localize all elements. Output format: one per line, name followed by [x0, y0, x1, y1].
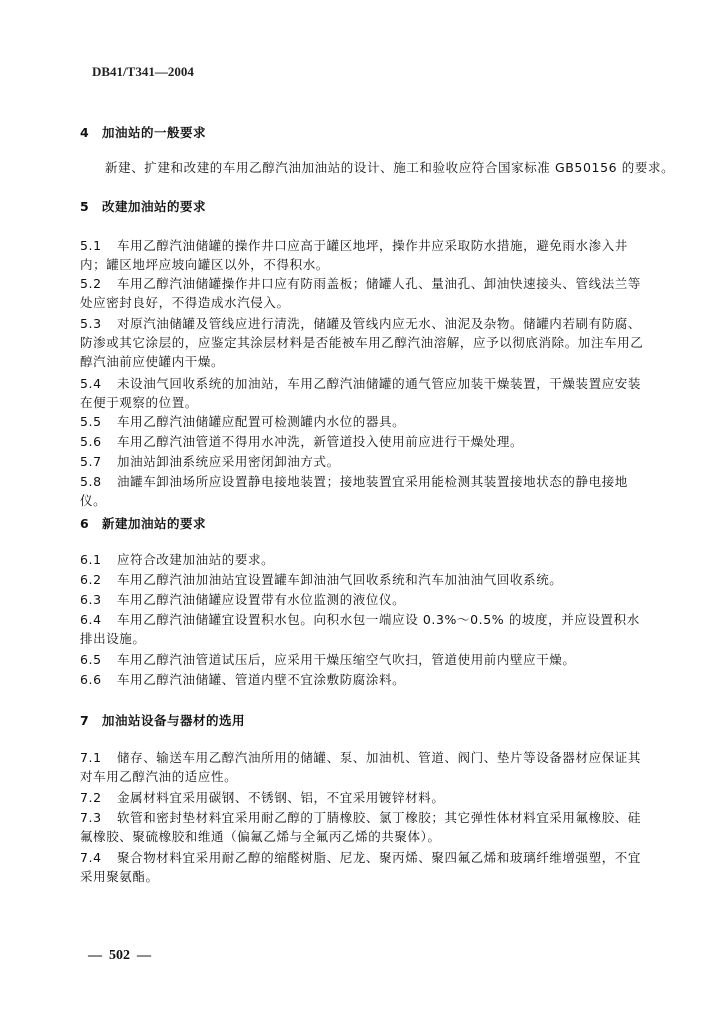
clause-text: 加油站卸油系统应采用密闭卸油方式。	[117, 454, 340, 469]
clause-6-6	[80, 670, 652, 689]
clause-text: 储存、输送车用乙醇汽油所用的储罐、泵、加油机、管道、阀门、垫片等设备器材应保证其对车用乙醇汽油的适应性。	[80, 750, 642, 784]
clause-text: 车用乙醇汽油储罐应设置带有水位监测的液位仪。	[117, 592, 406, 607]
section-4-body: 新建、扩建和改建的车用乙醇汽油加油站的设计、施工和验收应符合国家标准 GB50156 的要求。	[105, 160, 675, 175]
section-6-heading	[80, 514, 206, 532]
clause-number: 5.5	[80, 414, 102, 429]
clause-6-4	[80, 610, 652, 648]
section-number: 4	[80, 125, 90, 140]
section-7-heading	[80, 711, 245, 729]
header-code: DB41/T341—2004	[92, 64, 194, 79]
clause-number: 6.3	[80, 592, 102, 607]
clause-text: 油罐车卸油场所应设置静电接地装置；接地装置宜采用能检测其装置接地状态的静电接地仪。	[80, 474, 628, 508]
section-title: 加油站设备与器材的选用	[102, 713, 246, 728]
clause-5-5	[80, 412, 652, 431]
clause-5-3	[80, 314, 652, 371]
clause-text: 车用乙醇汽油储罐、管道内壁不宜涂敷防腐涂料。	[117, 672, 406, 687]
clause-5-1	[80, 236, 652, 274]
clause-number: 7.1	[80, 750, 102, 765]
page-number: — 502 —	[88, 948, 151, 963]
section-5-heading	[80, 197, 206, 215]
section-number: 7	[80, 713, 90, 728]
clause-number: 6.1	[80, 552, 102, 567]
clause-5-4	[80, 374, 652, 412]
clause-number: 5.4	[80, 376, 102, 391]
clause-5-2	[80, 274, 652, 312]
clause-number: 5.8	[80, 474, 102, 489]
clause-text: 车用乙醇汽油加油站宜设置罐车卸油油气回收系统和汽车加油油气回收系统。	[117, 572, 563, 587]
clause-7-2	[80, 788, 652, 807]
section-number: 5	[80, 199, 90, 214]
clause-number: 6.4	[80, 612, 102, 627]
clause-text: 应符合改建加油站的要求。	[117, 552, 275, 567]
clause-7-3	[80, 808, 652, 846]
clause-text: 车用乙醇汽油储罐应配置可检测罐内水位的器具。	[117, 414, 406, 429]
clause-number: 6.6	[80, 672, 102, 687]
clause-text: 车用乙醇汽油储罐的操作井口应高于罐区地坪，操作井应采取防水措施，避免雨水渗入井内；罐区地坪应坡向罐区以外，不得积水。	[80, 238, 628, 272]
section-title: 改建加油站的要求	[102, 199, 207, 214]
clause-number: 5.6	[80, 434, 102, 449]
clause-number: 5.1	[80, 238, 102, 253]
clause-6-5	[80, 650, 652, 669]
clause-7-1	[80, 748, 652, 786]
clause-number: 7.4	[80, 850, 102, 865]
clause-number: 7.2	[80, 790, 102, 805]
clause-number: 5.7	[80, 454, 102, 469]
clause-5-6	[80, 432, 652, 451]
clause-text: 未设油气回收系统的加油站，车用乙醇汽油储罐的通气管应加装干燥装置，干燥装置应安装在便于观察的位置。	[80, 376, 642, 410]
clause-6-3	[80, 590, 652, 609]
clause-text: 金属材料宜采用碳钢、不锈钢、铝，不宜采用镀锌材料。	[117, 790, 445, 805]
clause-number: 6.2	[80, 572, 102, 587]
clause-5-8	[80, 472, 652, 510]
section-4-heading	[80, 123, 206, 141]
clause-text: 软管和密封垫材料宜采用耐乙醇的丁腈橡胶、氯丁橡胶；其它弹性体材料宜采用氟橡胶、硅氟橡胶、聚硫橡胶和维通（偏氟乙烯与全氟丙乙烯的共聚体）。	[80, 810, 642, 844]
clause-6-2	[80, 570, 652, 589]
clause-5-7	[80, 452, 652, 471]
clause-text: 对原汽油储罐及管线应进行清洗，储罐及管线内应无水、油泥及杂物。储罐内若刷有防腐、防渗或其它涂层的，应鉴定其涂层材料是否能被车用乙醇汽油溶解，应予以彻底消除。加注车用乙醇汽油前应使罐内干燥。	[80, 316, 644, 369]
clause-text: 车用乙醇汽油储罐操作井口应有防雨盖板；储罐人孔、量油孔、卸油快速接头、管线法兰等处应密封良好，不得造成水汽侵入。	[80, 276, 642, 310]
clause-number: 7.3	[80, 810, 102, 825]
clause-7-4	[80, 848, 652, 886]
clause-number: 5.3	[80, 316, 102, 331]
clause-text: 聚合物材料宜采用耐乙醇的缩醛树脂、尼龙、聚丙烯、聚四氟乙烯和玻璃纤维增强塑，不宜采用聚氨酯。	[80, 850, 642, 884]
clause-text: 车用乙醇汽油储罐宜设置积水包。向积水包一端应设 0.3%～0.5% 的坡度，并应设置积水排出设施。	[80, 612, 640, 646]
clause-text: 车用乙醇汽油管道试压后，应采用干燥压缩空气吹扫，管道使用前内壁应干燥。	[117, 652, 576, 667]
clause-6-1	[80, 550, 652, 569]
section-number: 6	[80, 516, 90, 531]
clause-text: 车用乙醇汽油管道不得用水冲洗，新管道投入使用前应进行干燥处理。	[117, 434, 524, 449]
section-title: 新建加油站的要求	[102, 516, 207, 531]
section-title: 加油站的一般要求	[102, 125, 207, 140]
clause-number: 6.5	[80, 652, 102, 667]
clause-number: 5.2	[80, 276, 102, 291]
